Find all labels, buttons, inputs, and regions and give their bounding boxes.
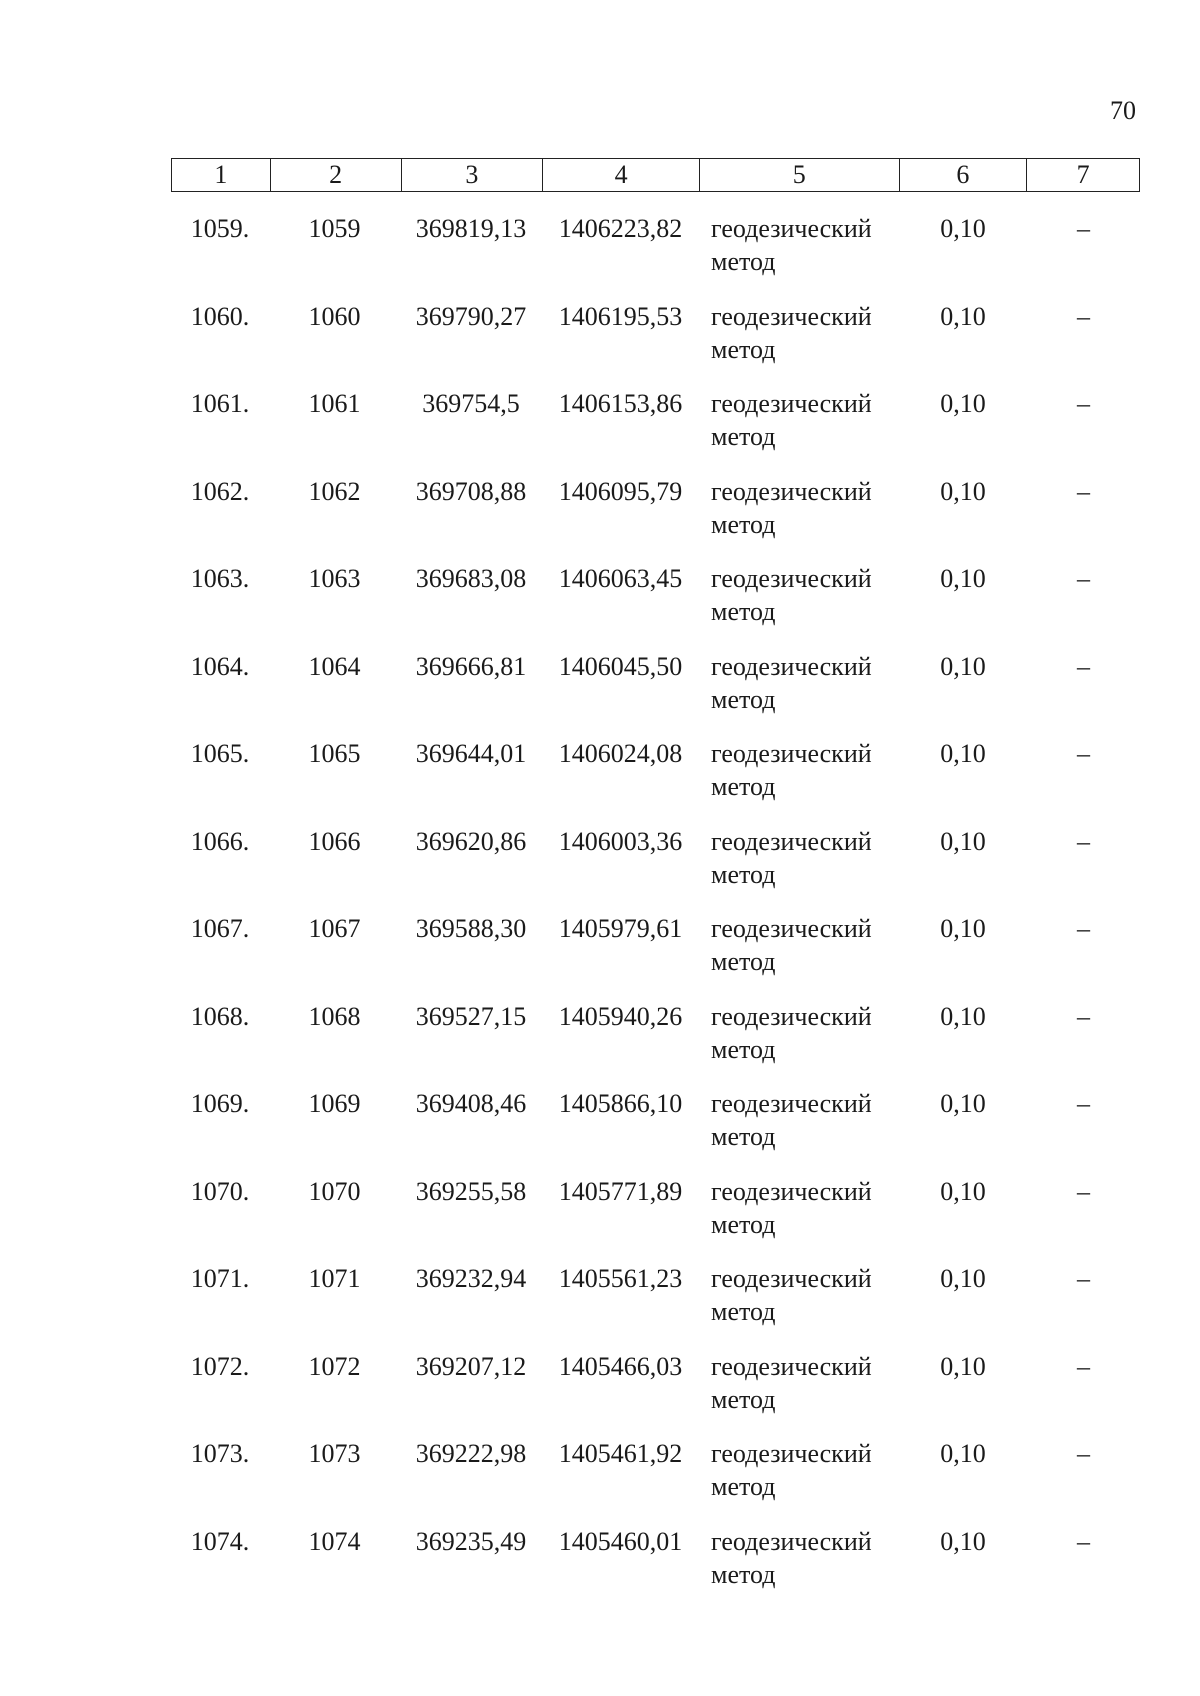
accuracy-cell: 0,10 — [940, 564, 986, 593]
note-cell: – — [1077, 301, 1090, 331]
note-cell: – — [1077, 826, 1090, 856]
method-cell — [699, 1000, 899, 1088]
method-line-2: метод — [711, 947, 776, 976]
table-row — [171, 912, 1140, 1000]
row-number-cell: 1062. — [190, 476, 250, 506]
row-number-cell: 1069. — [190, 1089, 250, 1118]
method-cell — [699, 1525, 899, 1613]
page-number: 70 — [1110, 96, 1136, 125]
method-cell — [699, 1262, 899, 1350]
method-line-1: геодезический — [711, 1526, 872, 1556]
coordinate-x-cell: 369222,98 — [415, 1439, 527, 1468]
column-header-5: 5 — [699, 159, 899, 191]
table-row — [171, 1525, 1140, 1613]
coordinate-x-cell: 369754,5 — [422, 389, 520, 418]
method-line-2: метод — [711, 334, 776, 364]
accuracy-cell: 0,10 — [940, 739, 986, 768]
coordinate-x-cell: 369207,12 — [415, 1351, 527, 1381]
coordinate-x-cell: 369408,46 — [415, 1089, 527, 1118]
row-number-cell: 1074. — [190, 1526, 250, 1556]
note-cell: – — [1077, 1176, 1090, 1206]
table-row — [171, 1437, 1140, 1525]
note-cell: – — [1077, 1439, 1090, 1468]
method-line-1: геодезический — [711, 1176, 872, 1206]
accuracy-cell: 0,10 — [940, 1351, 986, 1381]
coordinate-y-cell: 1406024,08 — [558, 739, 683, 768]
method-line-2: метод — [711, 1384, 776, 1414]
coordinate-y-cell: 1405561,23 — [558, 1264, 683, 1293]
point-id-cell: 1070 — [308, 1176, 361, 1206]
table-row — [171, 387, 1140, 475]
method-line-2: метод — [711, 772, 776, 801]
method-line-2: метод — [711, 247, 776, 276]
point-id-cell: 1066 — [308, 826, 361, 856]
note-cell: – — [1077, 1351, 1090, 1381]
note-cell: – — [1077, 389, 1090, 418]
coordinate-y-cell: 1405940,26 — [558, 1001, 683, 1031]
table-row — [171, 1262, 1140, 1350]
method-cell — [699, 387, 899, 475]
column-header-7: 7 — [1026, 159, 1139, 191]
table-row — [171, 1087, 1140, 1175]
row-number-cell: 1070. — [190, 1176, 250, 1206]
note-cell: – — [1077, 1264, 1090, 1293]
row-number-cell: 1073. — [190, 1439, 250, 1468]
point-id-cell: 1068 — [308, 1001, 361, 1031]
method-cell — [699, 1350, 899, 1438]
point-id-cell: 1060 — [308, 301, 361, 331]
method-cell — [699, 475, 899, 563]
row-number-cell: 1067. — [190, 914, 250, 943]
table-row — [171, 562, 1140, 650]
method-line-1: геодезический — [711, 651, 872, 681]
table-row — [171, 650, 1140, 738]
method-line-1: геодезический — [711, 301, 872, 331]
point-id-cell: 1074 — [308, 1526, 361, 1556]
note-cell: – — [1077, 914, 1090, 943]
method-line-1: геодезический — [711, 914, 872, 943]
method-line-1: геодезический — [711, 564, 872, 593]
method-line-2: метод — [711, 859, 776, 889]
note-cell: – — [1077, 476, 1090, 506]
note-cell: – — [1077, 1001, 1090, 1031]
method-cell — [699, 1175, 899, 1263]
table-row — [171, 737, 1140, 825]
row-number-cell: 1071. — [190, 1264, 250, 1293]
accuracy-cell: 0,10 — [940, 476, 986, 506]
table-row — [171, 1000, 1140, 1088]
coordinate-y-cell: 1406153,86 — [558, 389, 683, 418]
column-header-1: 1 — [214, 160, 228, 189]
method-line-1: геодезический — [711, 1001, 872, 1031]
accuracy-cell: 0,10 — [940, 1439, 986, 1468]
accuracy-cell: 0,10 — [940, 1264, 986, 1293]
method-line-1: геодезический — [711, 1264, 872, 1293]
table-row — [171, 300, 1140, 388]
method-cell — [699, 212, 899, 300]
coordinate-y-cell: 1406195,53 — [558, 301, 683, 331]
method-line-2: метод — [711, 1034, 776, 1064]
coordinate-x-cell: 369620,86 — [415, 826, 527, 856]
row-number-cell: 1072. — [190, 1351, 250, 1381]
coordinate-x-cell: 369666,81 — [415, 651, 527, 681]
method-cell — [699, 562, 899, 650]
method-line-2: метод — [711, 1559, 776, 1589]
method-cell — [699, 912, 899, 1000]
row-number-cell: 1068. — [190, 1001, 250, 1031]
method-line-1: геодезический — [711, 826, 872, 856]
column-header-6: 6 — [899, 159, 1027, 191]
coordinate-x-cell: 369527,15 — [415, 1001, 527, 1031]
table-row — [171, 475, 1140, 563]
row-number-cell: 1060. — [190, 301, 250, 331]
column-header-2: 2 — [270, 159, 401, 191]
method-line-2: метод — [711, 509, 776, 539]
point-id-cell: 1067 — [308, 914, 361, 943]
method-line-2: метод — [711, 1209, 776, 1239]
table-body — [171, 212, 1140, 1612]
point-id-cell: 1065 — [308, 739, 361, 768]
accuracy-cell: 0,10 — [940, 1001, 986, 1031]
method-cell — [699, 825, 899, 913]
table-header — [171, 158, 1140, 192]
note-cell: – — [1077, 739, 1090, 768]
row-number-cell: 1065. — [190, 739, 250, 768]
coordinate-y-cell: 1406223,82 — [558, 214, 683, 243]
method-line-1: геодезический — [711, 739, 872, 768]
method-line-1: геодезический — [711, 1439, 872, 1468]
method-line-1: геодезический — [711, 389, 872, 418]
point-id-cell: 1071 — [308, 1264, 361, 1293]
accuracy-cell: 0,10 — [940, 1089, 986, 1118]
method-line-1: геодезический — [711, 214, 872, 243]
accuracy-cell: 0,10 — [940, 214, 986, 243]
method-line-1: геодезический — [711, 1351, 872, 1381]
coordinate-y-cell: 1406095,79 — [558, 476, 683, 506]
method-line-2: метод — [711, 684, 776, 714]
coordinate-y-cell: 1405466,03 — [558, 1351, 683, 1381]
point-id-cell: 1062 — [308, 476, 361, 506]
note-cell: – — [1077, 214, 1090, 243]
method-line-1: геодезический — [711, 1089, 872, 1118]
method-line-2: метод — [711, 1472, 776, 1501]
coordinate-y-cell: 1406003,36 — [558, 826, 683, 856]
method-cell — [699, 1087, 899, 1175]
column-header-4: 4 — [542, 159, 699, 191]
point-id-cell: 1073 — [308, 1439, 361, 1468]
accuracy-cell: 0,10 — [940, 914, 986, 943]
coordinate-x-cell: 369790,27 — [415, 301, 527, 331]
coordinate-x-cell: 369644,01 — [415, 739, 527, 768]
coordinate-x-cell: 369683,08 — [415, 564, 527, 593]
coordinate-x-cell: 369232,94 — [415, 1264, 527, 1293]
coordinate-x-cell: 369708,88 — [415, 476, 527, 506]
table-row — [171, 1175, 1140, 1263]
coordinate-y-cell: 1405866,10 — [558, 1089, 683, 1118]
row-number-cell: 1061. — [190, 389, 250, 418]
method-cell — [699, 737, 899, 825]
point-id-cell: 1061 — [308, 389, 361, 418]
row-number-cell: 1063. — [190, 564, 250, 593]
point-id-cell: 1063 — [308, 564, 361, 593]
method-line-1: геодезический — [711, 476, 872, 506]
method-cell — [699, 300, 899, 388]
row-number-cell: 1064. — [190, 651, 250, 681]
note-cell: – — [1077, 651, 1090, 681]
coordinate-y-cell: 1405979,61 — [558, 914, 683, 943]
point-id-cell: 1064 — [308, 651, 361, 681]
method-line-2: метод — [711, 597, 776, 626]
method-line-2: метод — [711, 1297, 776, 1326]
coordinate-y-cell: 1405461,92 — [558, 1439, 683, 1468]
point-id-cell: 1069 — [308, 1089, 361, 1118]
table-row — [171, 212, 1140, 300]
coordinate-y-cell: 1406063,45 — [558, 564, 683, 593]
accuracy-cell: 0,10 — [940, 301, 986, 331]
coordinate-y-cell: 1405460,01 — [558, 1526, 683, 1556]
coordinate-x-cell: 369588,30 — [415, 914, 527, 943]
note-cell: – — [1077, 564, 1090, 593]
coordinate-y-cell: 1406045,50 — [558, 651, 683, 681]
note-cell: – — [1077, 1526, 1090, 1556]
method-cell — [699, 1437, 899, 1525]
method-line-2: метод — [711, 1122, 776, 1151]
accuracy-cell: 0,10 — [940, 1176, 986, 1206]
row-number-cell: 1059. — [190, 214, 250, 243]
accuracy-cell: 0,10 — [940, 1526, 986, 1556]
accuracy-cell: 0,10 — [940, 651, 986, 681]
coordinate-x-cell: 369235,49 — [415, 1526, 527, 1556]
coordinate-x-cell: 369819,13 — [415, 214, 527, 243]
accuracy-cell: 0,10 — [940, 826, 986, 856]
table-row — [171, 825, 1140, 913]
row-number-cell: 1066. — [190, 826, 250, 856]
coordinate-y-cell: 1405771,89 — [558, 1176, 683, 1206]
table-row — [171, 1350, 1140, 1438]
point-id-cell: 1059 — [308, 214, 361, 243]
accuracy-cell: 0,10 — [940, 389, 986, 418]
method-cell — [699, 650, 899, 738]
note-cell: – — [1077, 1089, 1090, 1118]
coordinate-x-cell: 369255,58 — [415, 1176, 527, 1206]
method-line-2: метод — [711, 422, 776, 451]
column-header-3: 3 — [401, 159, 543, 191]
point-id-cell: 1072 — [308, 1351, 361, 1381]
